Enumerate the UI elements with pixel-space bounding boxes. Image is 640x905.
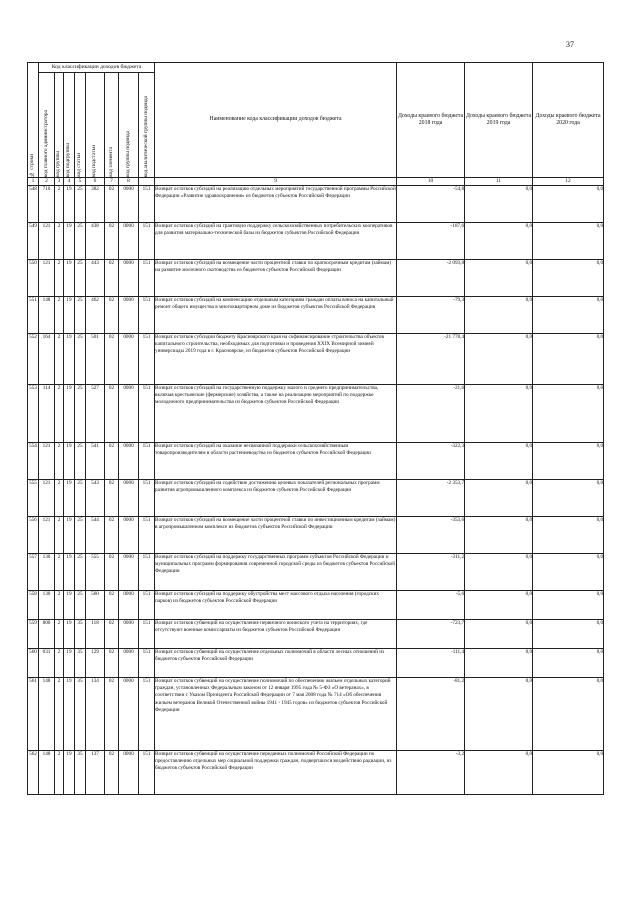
subtype-group-code: 0000 (119, 751, 139, 795)
subgroup-code: 19 (64, 186, 75, 223)
admin-code: 121 (39, 443, 55, 480)
income-2019: 0,0 (465, 678, 533, 751)
group-code: 2 (55, 385, 64, 443)
header-income-2020: Доходы краевого бюджета 2020 года (533, 63, 604, 178)
analytic-group-code: 151 (139, 334, 155, 385)
element-code: 02 (105, 385, 119, 443)
row-number: 554 (28, 443, 39, 480)
admin-code: 121 (39, 260, 55, 297)
subarticle-code: 527 (86, 385, 105, 443)
column-number: 9 (155, 178, 397, 186)
subarticle-code: 462 (86, 297, 105, 334)
income-2020: 0,0 (533, 480, 604, 517)
header-article-code: код статьи (75, 73, 86, 178)
group-code: 2 (55, 334, 64, 385)
income-2018: -54,8 (397, 186, 465, 223)
group-code: 2 (55, 260, 64, 297)
income-2020: 0,0 (533, 591, 604, 620)
row-number: 562 (28, 751, 39, 795)
element-code: 02 (105, 517, 119, 554)
subarticle-code: 134 (86, 678, 105, 751)
income-code-name: Возврат остатков субсидий на государственную поддержку малого и среднего предпринимательства, включая крестьянские (фермерские) хозяйства, а также на реализацию мероприятий по поддержке молодежного предпринимательства из бюджетов субъектов Российской Федерации (155, 385, 397, 443)
income-2020: 0,0 (533, 751, 604, 795)
income-2019: 0,0 (465, 751, 533, 795)
row-number: 551 (28, 297, 39, 334)
row-number: 560 (28, 649, 39, 678)
income-2018: -81,2 (397, 678, 465, 751)
table-row (28, 751, 604, 795)
income-2018: -2 093,8 (397, 260, 465, 297)
column-number: 3 (55, 178, 64, 186)
column-number (139, 178, 155, 186)
subtype-group-code: 0000 (119, 517, 139, 554)
row-number: 558 (28, 591, 39, 620)
table-row (28, 620, 604, 649)
subgroup-code: 19 (64, 591, 75, 620)
subgroup-code: 19 (64, 751, 75, 795)
income-2020: 0,0 (533, 678, 604, 751)
income-code-name: Возврат остатков субсидий на поддержку обустройства мест массового отдыха населения (городских парков) из бюджетов субъектов Российской Федерации (155, 591, 397, 620)
subtype-group-code: 0000 (119, 620, 139, 649)
admin-code: 114 (39, 385, 55, 443)
subarticle-code: 541 (86, 443, 105, 480)
subgroup-code: 19 (64, 480, 75, 517)
element-code: 02 (105, 186, 119, 223)
income-2018: -353,6 (397, 517, 465, 554)
admin-code: 031 (39, 649, 55, 678)
income-code-name: Возврат остатков субсидий на оказание несвязанной поддержки сельскохозяйственным товаропроизводителям в области растениеводства из бюджетов субъектов Российской Федерации (155, 443, 397, 480)
subtype-group-code: 0000 (119, 554, 139, 591)
subgroup-code: 19 (64, 517, 75, 554)
income-2018: -5,6 (397, 591, 465, 620)
table-row (28, 649, 604, 678)
row-number: 549 (28, 223, 39, 260)
subarticle-code: 544 (86, 517, 105, 554)
table-row (28, 443, 604, 480)
subgroup-code: 19 (64, 649, 75, 678)
income-code-name: Возврат остатков субсидий на содействие достижению целевых показателей региональных программ развития агропромышленного комплекса из бюджетов субъектов Российской Федерации (155, 480, 397, 517)
income-2020: 0,0 (533, 620, 604, 649)
table-row (28, 385, 604, 443)
row-number: 552 (28, 334, 39, 385)
header-row-number: № строки (28, 63, 39, 178)
admin-code: 710 (39, 186, 55, 223)
table-row (28, 678, 604, 751)
article-code: 35 (75, 678, 86, 751)
element-code: 02 (105, 260, 119, 297)
income-2020: 0,0 (533, 554, 604, 591)
analytic-group-code: 151 (139, 649, 155, 678)
subarticle-code: 382 (86, 186, 105, 223)
subarticle-code: 501 (86, 334, 105, 385)
subgroup-code: 19 (64, 678, 75, 751)
subtype-group-code: 0000 (119, 678, 139, 751)
element-code: 02 (105, 297, 119, 334)
table-row (28, 554, 604, 591)
income-2019: 0,0 (465, 334, 533, 385)
table-row (28, 591, 604, 620)
subarticle-code: 555 (86, 554, 105, 591)
subtype-group-code: 0000 (119, 591, 139, 620)
subtype-group-code: 0000 (119, 480, 139, 517)
column-number: 6 (86, 178, 105, 186)
article-code: 35 (75, 620, 86, 649)
income-2020: 0,0 (533, 186, 604, 223)
row-number: 556 (28, 517, 39, 554)
income-2020: 0,0 (533, 649, 604, 678)
admin-code: 121 (39, 517, 55, 554)
income-code-name: Возврат остатков субвенций на осуществление переданных полномочий Российской Федерации по предоставлению отдельных мер социальной поддержки граждан, подвергшихся воздействию радиации, из бюджетов субъектов Российской Федерации (155, 751, 397, 795)
analytic-group-code: 151 (139, 591, 155, 620)
income-2019: 0,0 (465, 620, 533, 649)
income-2020: 0,0 (533, 385, 604, 443)
column-number: 8 (119, 178, 139, 186)
article-code: 25 (75, 443, 86, 480)
income-2019: 0,0 (465, 297, 533, 334)
income-code-name: Возврат остатков субсидий на возмещение части процентной ставки по инвестиционным кредитам (займам) в агропромышленном комплексе из бюджетов субъектов Российской Федерации (155, 517, 397, 554)
group-code: 2 (55, 591, 64, 620)
element-code: 02 (105, 751, 119, 795)
admin-code: 164 (39, 334, 55, 385)
subgroup-code: 19 (64, 334, 75, 385)
subtype-group-code: 0000 (119, 260, 139, 297)
header-subgroup-code: код подгруппы (64, 73, 75, 178)
income-2018: -723,7 (397, 620, 465, 649)
subtype-group-code: 0000 (119, 443, 139, 480)
income-2018: -79,3 (397, 297, 465, 334)
element-code: 02 (105, 223, 119, 260)
group-code: 2 (55, 649, 64, 678)
article-code: 35 (75, 649, 86, 678)
income-code-name: Возврат остатков субсидий на реализацию отдельных мероприятий государственной программы Российской Федерации «Развитие здравоохранения» из бюджетов субъектов Российской Федерации (155, 186, 397, 223)
article-code: 25 (75, 186, 86, 223)
admin-code: 148 (39, 751, 55, 795)
article-code: 25 (75, 334, 86, 385)
income-2018: -111,4 (397, 649, 465, 678)
row-number: 559 (28, 620, 39, 649)
element-code: 02 (105, 678, 119, 751)
income-2018: -2 353,7 (397, 480, 465, 517)
group-code: 2 (55, 620, 64, 649)
income-2020: 0,0 (533, 260, 604, 297)
analytic-group-code: 151 (139, 480, 155, 517)
income-code-name: Возврат остатков субсидии бюджету Красноярского края на софинансирование строительства объектов капитального строительства, необходимых для подготовки и проведения XXIX Всемирной зимней универсиады 2019 года в г. Красноярске, из бюджетов субъектов Российской Федерации (155, 334, 397, 385)
group-code: 2 (55, 186, 64, 223)
income-2019: 0,0 (465, 260, 533, 297)
column-numbers-row (28, 178, 604, 186)
income-code-name: Возврат остатков субвенций на осуществление отдельных полномочий в области лесных отношений из бюджетов субъектов Российской Федерации (155, 649, 397, 678)
analytic-group-code: 151 (139, 678, 155, 751)
column-number: 7 (105, 178, 119, 186)
article-code: 25 (75, 223, 86, 260)
admin-code: 130 (39, 554, 55, 591)
header-group-code: код группы (55, 73, 64, 178)
analytic-group-code: 151 (139, 260, 155, 297)
subgroup-code: 19 (64, 223, 75, 260)
subtype-group-code: 0000 (119, 186, 139, 223)
subtype-group-code: 0000 (119, 297, 139, 334)
element-code: 02 (105, 591, 119, 620)
column-number: 10 (397, 178, 465, 186)
income-code-name: Возврат остатков субвенций на осуществление полномочий по обеспечению жильем отдельных категорий граждан, установленных Федеральным законом от 12 января 1995 года № 5-ФЗ «О ветеранах», в соответствии с Указом Президента Российской Федерации от 7 мая 2008 года № 714 «Об обеспечении жильем ветеранов Великой Отечественной войны 1941 - 1945 годов» из бюджетов субъектов Российской Федерации (155, 678, 397, 751)
article-code: 25 (75, 517, 86, 554)
column-number: 5 (75, 178, 86, 186)
income-2019: 0,0 (465, 480, 533, 517)
admin-code: 130 (39, 591, 55, 620)
subarticle-code: 560 (86, 591, 105, 620)
column-number: 1 (28, 178, 39, 186)
row-number: 553 (28, 385, 39, 443)
article-code: 25 (75, 297, 86, 334)
subarticle-code: 438 (86, 223, 105, 260)
admin-code: 148 (39, 297, 55, 334)
analytic-group-code: 151 (139, 223, 155, 260)
table-row (28, 517, 604, 554)
header-income-2019: Доходы краевого бюджета 2019 года (465, 63, 533, 178)
analytic-group-code: 151 (139, 517, 155, 554)
income-2018: -187,6 (397, 223, 465, 260)
page-number: 37 (566, 40, 574, 49)
income-code-name: Возврат остатков субсидий на возмещение части процентной ставки по краткосрочным кредитам (займам) на развитие молочного скотоводства из бюджетов субъектов Российской Федерации (155, 260, 397, 297)
group-code: 2 (55, 517, 64, 554)
group-code: 2 (55, 554, 64, 591)
header-subtype-group-code: код группы подвида (119, 73, 139, 178)
analytic-group-code: 151 (139, 186, 155, 223)
subtype-group-code: 0000 (119, 649, 139, 678)
income-classification-table (27, 62, 604, 795)
analytic-group-code: 151 (139, 385, 155, 443)
element-code: 02 (105, 620, 119, 649)
income-2018: -3,2 (397, 751, 465, 795)
subgroup-code: 19 (64, 260, 75, 297)
income-2019: 0,0 (465, 517, 533, 554)
header-analytic-group-code: код аналитической группы подвида (139, 73, 155, 178)
article-code: 25 (75, 385, 86, 443)
table-row (28, 186, 604, 223)
element-code: 02 (105, 554, 119, 591)
income-2018: -21,6 (397, 385, 465, 443)
column-number: 4 (64, 178, 75, 186)
group-code: 2 (55, 297, 64, 334)
income-2019: 0,0 (465, 649, 533, 678)
table-row (28, 223, 604, 260)
analytic-group-code: 151 (139, 554, 155, 591)
row-number: 555 (28, 480, 39, 517)
subarticle-code: 137 (86, 751, 105, 795)
subarticle-code: 129 (86, 649, 105, 678)
subarticle-code: 443 (86, 260, 105, 297)
income-2018: -311,2 (397, 554, 465, 591)
group-code: 2 (55, 751, 64, 795)
income-code-name: Возврат остатков субсидий на компенсацию отдельным категориям граждан оплаты взноса на капитальный ремонт общего имущества в многоквартирном доме из бюджетов субъектов Российской Федерации (155, 297, 397, 334)
row-number: 550 (28, 260, 39, 297)
group-code: 2 (55, 223, 64, 260)
admin-code: 800 (39, 620, 55, 649)
article-code: 25 (75, 480, 86, 517)
table-row (28, 480, 604, 517)
article-code: 25 (75, 554, 86, 591)
income-code-name: Возврат остатков субсидий на грантовую поддержку сельскохозяйственных потребительских кооперативов для развития материально-технической базы из бюджетов субъектов Российской Федерации (155, 223, 397, 260)
income-2020: 0,0 (533, 334, 604, 385)
header-income-2018: Доходы краевого бюджета 2018 года (397, 63, 465, 178)
header-code-group: Код классификации доходов бюджета (39, 63, 155, 73)
subarticle-code: 118 (86, 620, 105, 649)
row-number: 561 (28, 678, 39, 751)
row-number: 557 (28, 554, 39, 591)
income-2019: 0,0 (465, 554, 533, 591)
income-2020: 0,0 (533, 223, 604, 260)
income-2018: -322,3 (397, 443, 465, 480)
admin-code: 148 (39, 678, 55, 751)
row-number: 548 (28, 186, 39, 223)
income-code-name: Возврат остатков субвенций на осуществление первичного воинского учета на территориях, где отсутствуют военные комиссариаты из бюджетов субъектов Российской Федерации (155, 620, 397, 649)
analytic-group-code: 151 (139, 751, 155, 795)
table-row (28, 260, 604, 297)
subgroup-code: 19 (64, 385, 75, 443)
income-2020: 0,0 (533, 517, 604, 554)
admin-code: 121 (39, 223, 55, 260)
group-code: 2 (55, 443, 64, 480)
income-2019: 0,0 (465, 186, 533, 223)
subgroup-code: 19 (64, 620, 75, 649)
element-code: 02 (105, 334, 119, 385)
column-number: 2 (39, 178, 55, 186)
table-row (28, 297, 604, 334)
column-number: 12 (533, 178, 604, 186)
column-number: 11 (465, 178, 533, 186)
subtype-group-code: 0000 (119, 334, 139, 385)
group-code: 2 (55, 678, 64, 751)
analytic-group-code: 151 (139, 443, 155, 480)
income-2018: -21 778,4 (397, 334, 465, 385)
group-code: 2 (55, 480, 64, 517)
subgroup-code: 19 (64, 297, 75, 334)
analytic-group-code: 151 (139, 297, 155, 334)
income-2019: 0,0 (465, 385, 533, 443)
income-code-name: Возврат остатков субсидий на поддержку государственных программ субъектов Российской Федерации и муниципальных программ формирования современной городской среды из бюджетов субъектов Российской Федерации (155, 554, 397, 591)
header-admin-code: код главного администратора (39, 73, 55, 178)
header-element-code: код элемента (105, 73, 119, 178)
element-code: 02 (105, 649, 119, 678)
table-row (28, 334, 604, 385)
subgroup-code: 19 (64, 554, 75, 591)
subgroup-code: 19 (64, 443, 75, 480)
table-body (28, 186, 604, 795)
analytic-group-code: 151 (139, 620, 155, 649)
subtype-group-code: 0000 (119, 223, 139, 260)
income-2019: 0,0 (465, 591, 533, 620)
article-code: 25 (75, 260, 86, 297)
income-2020: 0,0 (533, 297, 604, 334)
income-2019: 0,0 (465, 443, 533, 480)
income-2020: 0,0 (533, 443, 604, 480)
header-subarticle-code: код подстатьи (86, 73, 105, 178)
article-code: 35 (75, 751, 86, 795)
subarticle-code: 543 (86, 480, 105, 517)
income-2019: 0,0 (465, 223, 533, 260)
subtype-group-code: 0000 (119, 385, 139, 443)
admin-code: 121 (39, 480, 55, 517)
header-name: Наименование кода классификации доходов бюджета (155, 63, 397, 178)
article-code: 25 (75, 591, 86, 620)
element-code: 02 (105, 480, 119, 517)
element-code: 02 (105, 443, 119, 480)
